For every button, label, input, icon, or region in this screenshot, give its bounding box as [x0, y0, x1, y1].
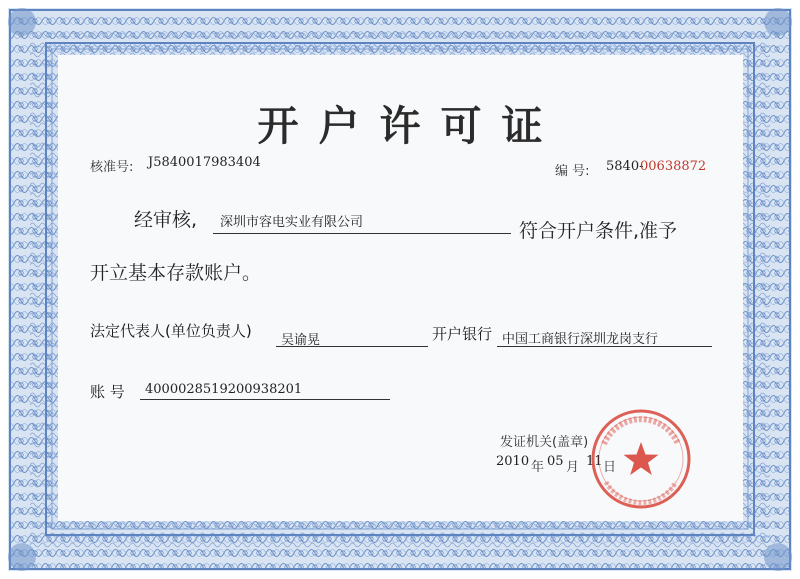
rep-label: 法定代表人(单位负责人)	[90, 322, 252, 340]
date-month-unit: 月	[566, 460, 580, 475]
company-underline	[213, 233, 511, 234]
date-year-unit: 年	[531, 460, 545, 475]
intro-prefix: 经审核,	[134, 209, 198, 231]
bank-underline	[497, 346, 712, 347]
intro-suffix: 符合开户条件,准予	[519, 220, 678, 242]
date-year: 2010	[496, 454, 530, 469]
serial-label: 编 号:	[555, 164, 590, 179]
date-month: 05	[547, 454, 564, 469]
official-seal-icon	[586, 404, 696, 514]
company-name: 深圳市容电实业有限公司	[220, 215, 364, 230]
bank-name: 中国工商银行深圳龙岗支行	[502, 332, 659, 347]
account-label: 账 号	[90, 383, 125, 401]
account-number: 4000028519200938201	[145, 382, 303, 397]
rep-underline	[276, 346, 428, 347]
date-day-unit: 日	[603, 460, 617, 475]
serial-prefix: 5840-	[606, 159, 644, 174]
date-day: 11	[586, 454, 603, 469]
serial-number: 00638872	[640, 159, 707, 174]
intro-line2: 开立基本存款账户。	[90, 262, 262, 284]
rep-name: 吴谕晃	[281, 333, 321, 348]
approval-label: 核准号:	[90, 160, 134, 175]
account-underline	[140, 399, 390, 400]
approval-number: J5840017983404	[148, 155, 261, 170]
bank-label: 开户银行	[432, 325, 493, 343]
issuer-label: 发证机关(盖章)	[500, 435, 589, 450]
certificate-title: 开户许可证	[257, 102, 563, 150]
